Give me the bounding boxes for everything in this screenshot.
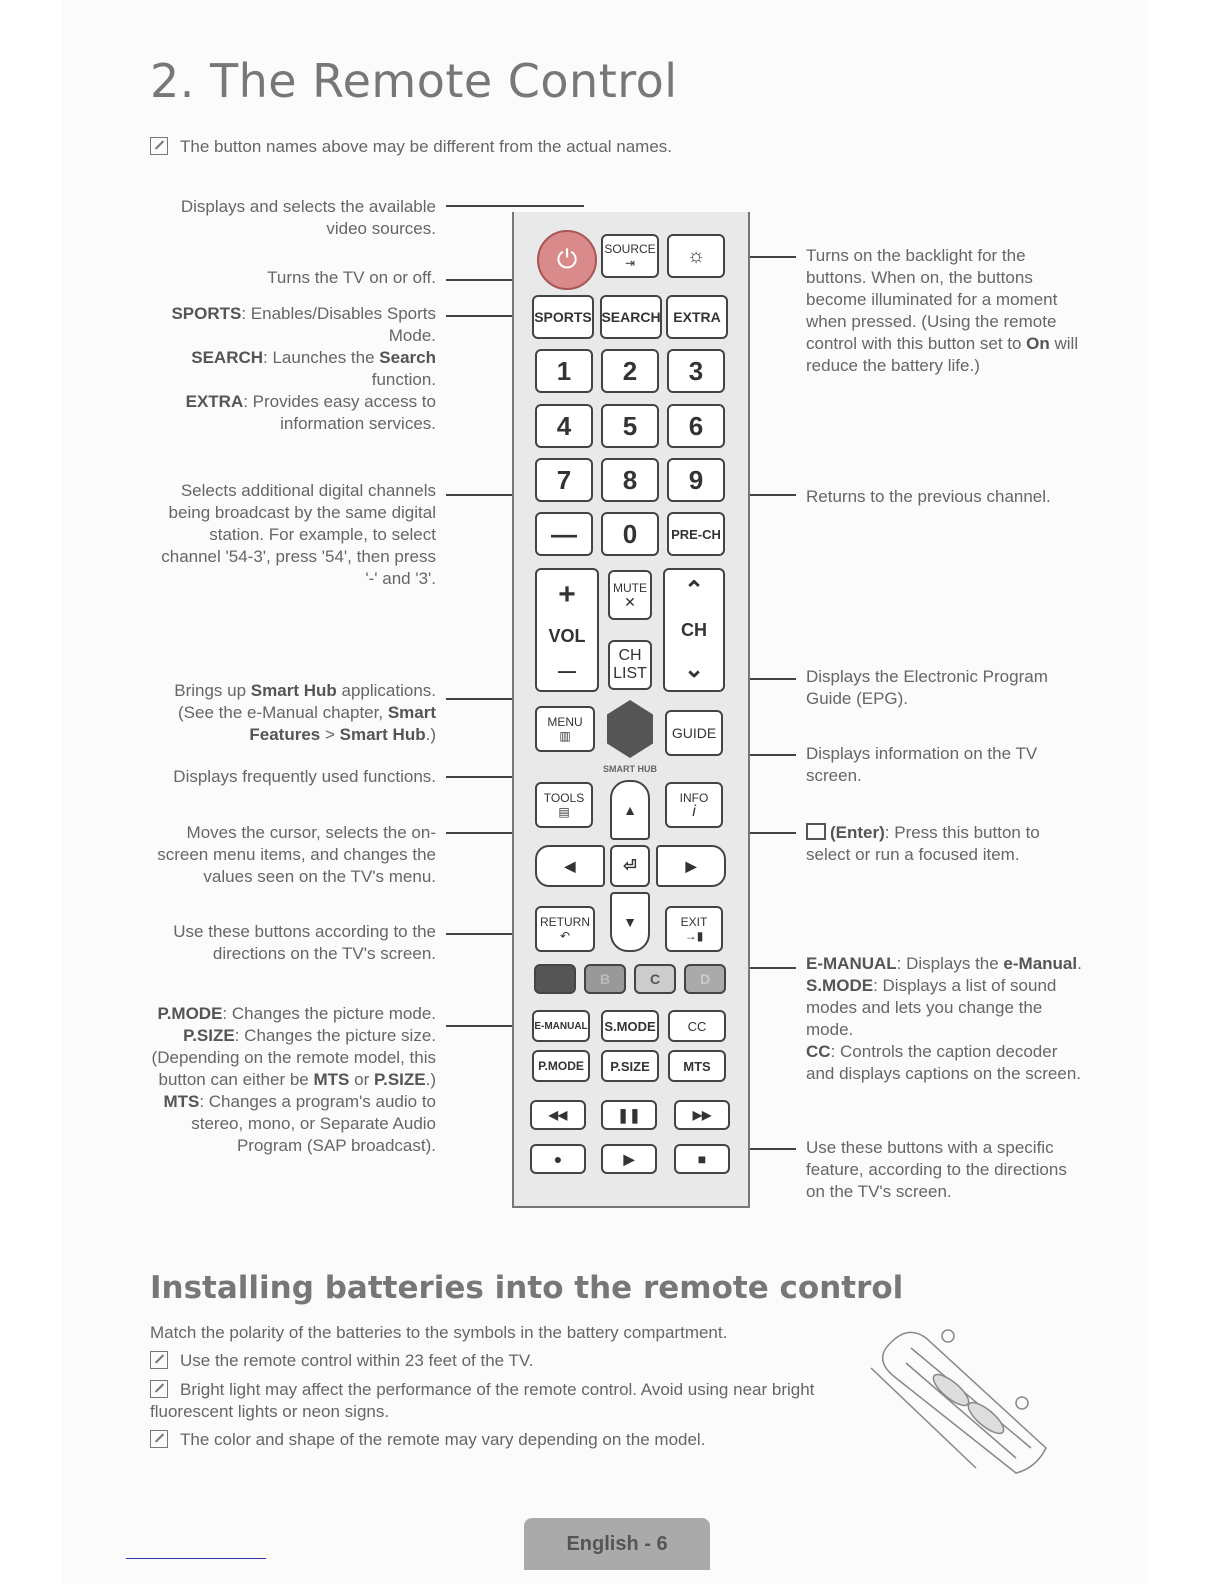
enter-key-icon: ⏎ [623,858,637,875]
label-enter [806,822,1086,866]
record-icon: ● [553,1151,563,1167]
psize-desc: : Changes the picture size. (Depending on the remote model, this button can either be [151,1026,436,1089]
play-icon: ▶ [623,1150,635,1167]
source-label: SOURCE [604,242,656,256]
mts-button[interactable]: MTS [668,1050,726,1082]
cc-button[interactable]: CC [668,1010,726,1042]
extra-desc: : Provides easy access to information services. [243,392,436,433]
footer-rule [126,1558,266,1559]
leader-line [446,494,516,496]
rewind-button[interactable] [530,1100,586,1130]
color-key-d[interactable]: D [684,964,726,994]
psize-mts: MTS [313,1070,350,1089]
smarthub-text: Brings up [174,681,251,700]
search-key: SEARCH [191,348,264,367]
dpad-down[interactable] [610,892,650,952]
label-pmode-psize-mts [150,1003,436,1157]
psize-key: P.SIZE [183,1026,235,1045]
smarthub-sep: > [320,725,340,744]
note-icon [150,137,168,155]
tools-icon: ▤ [558,805,570,819]
digit-button-5[interactable]: 5 [601,404,659,448]
psize-or: or [349,1070,374,1089]
vol-label: VOL [548,626,586,646]
batteries-note [150,1350,533,1372]
emanual-desc: : Displays the [896,954,1004,973]
page-footer: English - 6 [524,1518,710,1570]
exit-label: EXIT [680,915,708,929]
pmode-desc: : Changes the picture mode. [222,1004,436,1023]
smart-features-bold: Smart Features [249,703,436,744]
lightbulb-icon: ☼ [686,244,706,267]
note-icon [150,1380,168,1398]
battery-illustration [866,1318,1056,1483]
sports-key: SPORTS [171,304,242,323]
return-button[interactable] [535,906,595,952]
stop-icon: ■ [697,1151,707,1167]
info-button[interactable] [665,782,723,828]
section-title: Installing batteries into the remote control [150,1270,904,1306]
digit-button-6[interactable]: 6 [667,404,725,448]
mute-label: MUTE [613,581,647,595]
guide-button[interactable]: GUIDE [665,710,723,756]
mute-button[interactable] [608,570,652,620]
mute-icon: ✕ [624,594,636,610]
search-desc: : Launches the [263,348,380,367]
smarthub-end: .) [425,725,436,744]
label-prech: Returns to the previous channel. [806,487,1051,506]
pmode-key: P.MODE [157,1004,223,1023]
note-text: The color and shape of the remote may vary depending on the model. [180,1430,706,1449]
batteries-note [150,1429,705,1451]
backlight-text: Turns on the backlight for the buttons. When on, the buttons become illuminated for a moment when pressed. (Using the remote control with this button set to [806,246,1058,353]
enter-key: (Enter) [830,823,885,842]
cc-key: CC [806,1042,831,1061]
leader-line [742,494,796,496]
search-desc-end: function. [371,370,436,389]
menu-label: MENU [547,715,583,729]
page-title: 2. The Remote Control [150,54,678,108]
power-button[interactable] [537,230,597,290]
label-info: Displays information on the TV screen. [806,744,1038,785]
enter-desc: : Press this button to select or run a focused item. [806,823,1040,864]
record-button[interactable] [530,1144,586,1174]
ch-label: CH [681,619,707,640]
smarthub-bold: Smart Hub [250,681,337,700]
batteries-note [150,1379,830,1423]
rewind-icon: ◀◀ [548,1108,568,1122]
backlight-button[interactable] [667,234,725,278]
volume-rocker[interactable] [535,568,599,692]
sports-button[interactable]: SPORTS [532,295,594,339]
cc-desc: : Controls the caption decoder and displays captions on the screen. [806,1042,1082,1083]
digit-button-1[interactable]: 1 [535,349,593,393]
dpad-up[interactable] [610,780,650,840]
mts-key: MTS [163,1092,200,1111]
psize-end: .) [425,1070,436,1089]
leader-line [446,205,584,207]
search-button[interactable]: SEARCH [600,295,662,339]
leader-line [446,933,516,935]
enter-icon [806,823,826,840]
channel-rocker[interactable] [663,568,725,692]
label-colors: Use these buttons according to the directions on the TV's screen. [173,922,436,963]
psize-button[interactable]: P.SIZE [601,1050,659,1082]
mts-desc: : Changes a program's audio to stereo, mono, or Separate Audio Program (SAP broadcast). [191,1092,436,1155]
top-note [150,136,672,158]
smode-desc: : Displays a list of sound modes and lets you change the mode. [806,976,1057,1039]
chlist-label-a: CH [618,647,642,664]
enter-button[interactable] [610,845,650,887]
digit-button-4[interactable]: 4 [535,404,593,448]
smode-button[interactable]: S.MODE [601,1010,659,1042]
vol-down[interactable]: — [558,661,576,681]
digit-button-0[interactable]: 0 [601,512,659,556]
arrow-down-icon: ▼ [623,914,637,930]
label-sports-search-extra [150,303,436,435]
label-tools: Displays frequently used functions. [173,767,436,786]
digit-button-2[interactable]: 2 [601,349,659,393]
label-emanual-smode-cc [806,953,1086,1085]
note-text: Use the remote control within 23 feet of the TV. [180,1351,534,1370]
chlist-label-b: LIST [613,665,647,682]
note-icon [150,1430,168,1448]
power-icon: ⏻ [556,244,578,274]
smode-key: S.MODE [806,976,874,995]
source-button[interactable] [601,234,659,278]
pmode-button[interactable]: P.MODE [532,1050,590,1082]
fast-forward-icon: ▶▶ [692,1108,712,1122]
color-key-c[interactable]: C [634,964,676,994]
chlist-button[interactable] [608,640,652,690]
smarthub-text2: applications. (See the e-Manual chapter, [178,681,436,722]
emanual-end: . [1077,954,1082,973]
digit-button-8[interactable]: 8 [601,458,659,502]
extra-key: EXTRA [185,392,244,411]
extra-button[interactable]: EXTRA [666,295,728,339]
emanual-bold: e-Manual [1003,954,1078,973]
label-power: Turns the TV on or off. [267,268,436,287]
smart-hub-label: SMART HUB [603,764,657,774]
pause-button[interactable] [601,1100,657,1130]
arrow-left-icon: ◀ [564,857,576,874]
play-button[interactable] [601,1144,657,1174]
tools-button[interactable] [535,782,593,828]
digit-button-7[interactable]: 7 [535,458,593,502]
fast-forward-button[interactable] [674,1100,730,1130]
return-label: RETURN [540,915,590,929]
sports-desc: : Enables/Disables Sports Mode. [241,304,436,345]
label-digital: Selects additional digital channels being broadcast by the same digital station. For example, to select channel '54-3', press '54', then press '-' and '3'. [161,481,436,588]
dash-button[interactable]: — [535,512,593,556]
search-bold: Search [379,348,436,367]
dpad-left[interactable] [535,845,605,887]
color-key-b[interactable]: B [584,964,626,994]
label-guide: Displays the Electronic Program Guide (EPG). [806,667,1048,708]
top-note-text: The button names above may be different from the actual names. [180,137,673,156]
emanual-button[interactable]: E-MANUAL [532,1010,590,1042]
tools-label: TOOLS [543,791,585,805]
color-key-a[interactable] [534,964,576,994]
source-icon: ⇥ [624,256,636,270]
stop-button[interactable] [674,1144,730,1174]
chevron-down-icon[interactable]: ⌄ [683,656,705,683]
chevron-up-icon[interactable]: ⌃ [683,577,705,604]
menu-button[interactable] [535,706,595,752]
vol-up[interactable]: + [558,578,576,611]
digit-button-3[interactable]: 3 [667,349,725,393]
arrow-right-icon: ▶ [685,857,697,874]
smarthub-bold2: Smart Hub [339,725,426,744]
psize-psize: P.SIZE [373,1070,426,1089]
emanual-key: E-MANUAL [806,954,897,973]
arrow-up-icon: ▲ [623,802,637,818]
dpad-right[interactable] [656,845,726,887]
exit-icon: →▮ [684,929,704,943]
label-source: Displays and selects the available video sources. [180,197,436,238]
info-icon: i [692,803,696,820]
note-icon [150,1351,168,1369]
leader-line [748,967,796,969]
pause-icon: ❚❚ [617,1106,641,1123]
label-media: Use these buttons with a specific feature, according to the directions on the TV's screen. [806,1138,1067,1201]
label-smarthub [150,680,436,746]
backlight-on: On [1026,334,1050,353]
label-backlight [806,245,1086,377]
exit-button[interactable] [665,906,723,952]
digit-button-9[interactable]: 9 [667,458,725,502]
prech-button[interactable]: PRE-CH [667,512,725,556]
menu-icon: ▥ [559,729,571,743]
backlight-end: will reduce the battery life.) [806,334,1079,375]
info-label: INFO [679,791,709,805]
return-icon: ↶ [559,929,571,943]
note-text: Bright light may affect the performance of the remote control. Avoid using near bright fluorescent lights or neon signs. [150,1380,815,1421]
label-cursor: Moves the cursor, selects the on-screen menu items, and changes the values seen on the TV's menu. [157,823,436,886]
batteries-intro: Match the polarity of the batteries to the symbols in the battery compartment. [150,1323,728,1342]
